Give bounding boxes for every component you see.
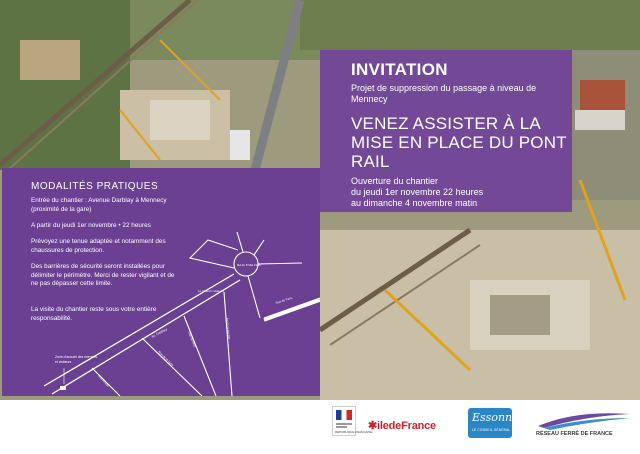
rff-text: RÉSEAU FERRÉ DE FRANCE [536,431,613,437]
rff-logo [536,408,632,444]
map-label-chemin: Le Chemin Valentin [198,289,224,293]
map-label-darblay: Av. Darblay [150,327,168,339]
map-label-roundabout: Rd du 8 Mai 1945 [237,263,261,267]
map-road-right [264,295,320,318]
map-label-reception-line1: Zone d'accueil des riverains [55,355,97,359]
start-date-text: A partir du jeudi 1er novembre • 22 heures [31,222,151,229]
map-label-vertical: Bd de la Verville [225,317,232,340]
map-road-south [248,276,260,318]
invitation-subtitle: Projet de suppression du passage à niveau de Mennecy [351,83,537,104]
map-road-northeast [254,240,264,255]
map-label-reception-line2: et visiteurs [55,360,72,364]
map-road-d [224,292,232,396]
rf-line-1 [336,423,352,425]
republique-francaise-logo [332,406,373,436]
rff-swoosh-icon [536,408,632,430]
partner-logos [320,400,640,454]
reception-zone-marker [60,386,66,390]
map-road-darblay-bottom [52,280,240,394]
map-road-north [237,232,243,252]
access-map [2,168,320,396]
opening-line-3: au dimanche 4 novembre matin [351,198,478,208]
map-label-bottom-left: Rue Amiral [97,373,111,388]
essonne-word: Essonne [472,411,519,424]
opening-line-1: Ouverture du chantier [351,176,439,186]
map-label-right: Rue de Paris [275,295,293,305]
invitation-panel [320,50,572,212]
practical-info-title: MODALITÉS PRATIQUES [31,181,159,192]
map-railway [264,300,320,320]
rf-line-2 [336,426,347,428]
safety-barriers-text: Des barrières de sécurité seront installées pour délimiter le périmètre. Merci de rester vigilant et de ne pas dépasser cette limite. [31,263,175,287]
opening-dates [351,176,571,209]
responsibility-text: La visite du chantier reste sous votre entière responsabilité. [31,306,157,322]
invitation-title: INVITATION [351,60,448,79]
map-road-loop [190,240,238,268]
map-road-east [258,263,302,264]
republique-francaise-text: RÉPUBLIQUE FRANÇAISE [335,430,373,434]
idf-star-icon: ✱ [368,420,378,432]
clothing-advice-text: Prévoyez une tenue adaptée et notamment des chaussures de protection. [31,238,166,254]
invitation-headline: VENEZ ASSISTER À LA MISE EN PLACE DU PONT RAIL [351,114,567,171]
map-label-rue-gare: Rue de la Gare [157,349,175,368]
essonne-logo [468,408,519,438]
marianne-flag-icon [336,410,352,420]
essonne-subtitle: LE CONSEIL GÉNÉRAL [472,428,511,432]
site-entrance-text: Entrée du chantier : Avenue Darblay à Mennecy (proximité de la gare) [31,197,167,213]
practical-info-panel [2,168,320,396]
ile-de-france-logo [368,419,436,432]
ile-de-france-text: iledeFrance [377,420,436,432]
map-label-bottom: Rue du Bois [187,330,197,348]
opening-line-2: du jeudi 1er novembre 22 heures [351,187,484,197]
